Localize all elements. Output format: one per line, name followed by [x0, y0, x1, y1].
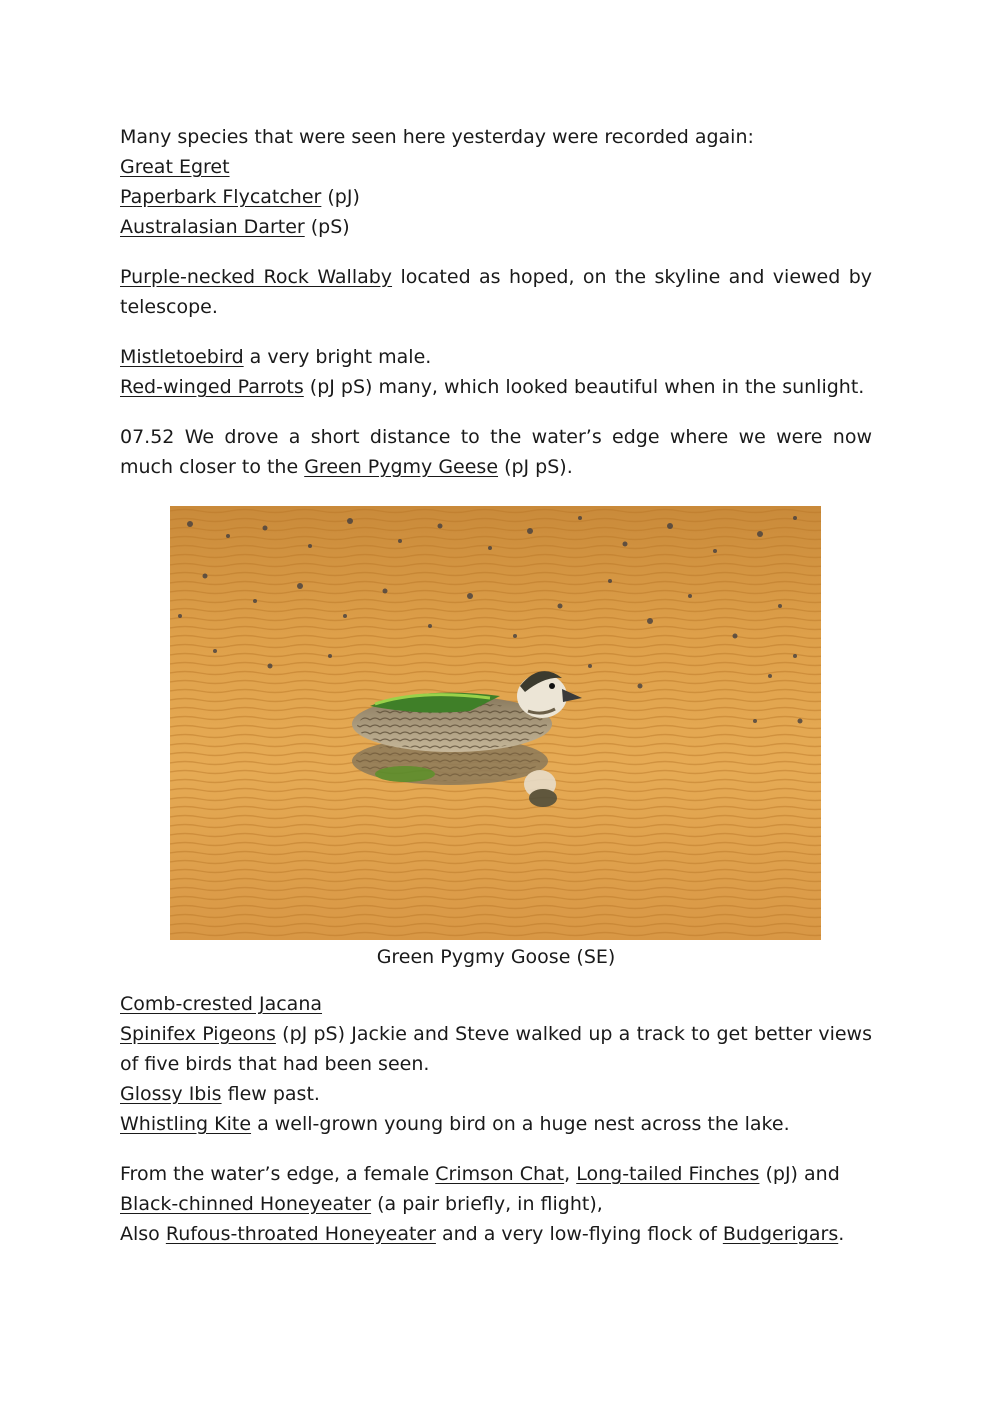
species-green-pygmy-geese: Green Pygmy Geese [304, 456, 499, 478]
species-paperbark-flycatcher: Paperbark Flycatcher [120, 186, 322, 208]
species-glossy-ibis: Glossy Ibis [120, 1083, 222, 1105]
flycatcher-note: (pJ) [321, 186, 360, 208]
species-black-chinned-honeyeater: Black-chinned Honeyeater [120, 1193, 372, 1215]
species-australasian-darter: Australasian Darter [120, 216, 305, 238]
kite-text: a well-grown young bird on a huge nest across the lake. [251, 1113, 790, 1135]
paragraph-wallaby [120, 262, 872, 322]
intro-line [120, 122, 872, 152]
species-red-winged-parrots: Red-winged Parrots [120, 376, 304, 398]
species-line-darter [120, 212, 872, 242]
edge-comma: , [564, 1163, 577, 1185]
goose-photo-image [170, 506, 821, 940]
also-text: Also [120, 1223, 166, 1245]
species-crimson-chat: Crimson Chat [435, 1163, 565, 1185]
paragraph-pigeons [120, 1019, 872, 1079]
also-continued-text: and a very low-flying flock of [435, 1223, 723, 1245]
edge-text-1: From the water’s edge, a female [120, 1163, 436, 1185]
drive-text: 07.52 We drove a short distance to the water’s edge where we were now much closer to the [120, 426, 872, 478]
species-budgerigars: Budgerigars [722, 1223, 839, 1245]
end-period: . [838, 1223, 845, 1245]
species-spinifex-pigeons: Spinifex Pigeons [120, 1023, 276, 1045]
edge-line-3 [120, 1219, 872, 1249]
edge-line-2 [120, 1189, 872, 1219]
wallaby-text: located as hoped, on the skyline and viewed by telescope. [120, 266, 872, 318]
mistletoebird-text: a very bright male. [243, 346, 432, 368]
species-whistling-kite: Whistling Kite [120, 1113, 252, 1135]
species-great-egret: Great Egret [120, 156, 230, 178]
species-line-parrots [120, 372, 872, 402]
species-line-flycatcher [120, 182, 872, 212]
photo-caption: Green Pygmy Goose (SE) [376, 946, 616, 968]
darter-note: (pS) [304, 216, 350, 238]
species-rock-wallaby: Purple-necked Rock Wallaby [120, 266, 393, 288]
geese-note: (pJ pS). [498, 456, 573, 478]
goose-photo [170, 506, 821, 940]
intro-text: Many species that were seen here yesterday were recorded again: [120, 126, 754, 148]
ibis-text: flew past. [221, 1083, 320, 1105]
paragraph-drive [120, 422, 872, 482]
parrots-text: (pJ pS) many, which looked beautiful when in the sunlight. [303, 376, 865, 398]
edge-line-1 [120, 1159, 872, 1189]
pigeons-text: (pJ pS) Jackie and Steve walked up a track to get better views of five birds that had been seen. [120, 1023, 872, 1075]
species-rufous-throated-honeyeater: Rufous-throated Honeyeater [165, 1223, 436, 1245]
species-mistletoebird: Mistletoebird [120, 346, 244, 368]
species-line-mistletoebird [120, 342, 872, 372]
document-page [120, 122, 872, 1249]
species-line-ibis [120, 1079, 872, 1109]
species-line-egret [120, 152, 872, 182]
honeyeater-bc-note: (a pair briefly, in flight), [371, 1193, 603, 1215]
species-line-kite [120, 1109, 872, 1139]
species-line-jacana [120, 989, 872, 1019]
finches-note: (pJ) and [759, 1163, 840, 1185]
species-comb-crested-jacana: Comb-crested Jacana [120, 993, 323, 1015]
species-long-tailed-finches: Long-tailed Finches [576, 1163, 760, 1185]
